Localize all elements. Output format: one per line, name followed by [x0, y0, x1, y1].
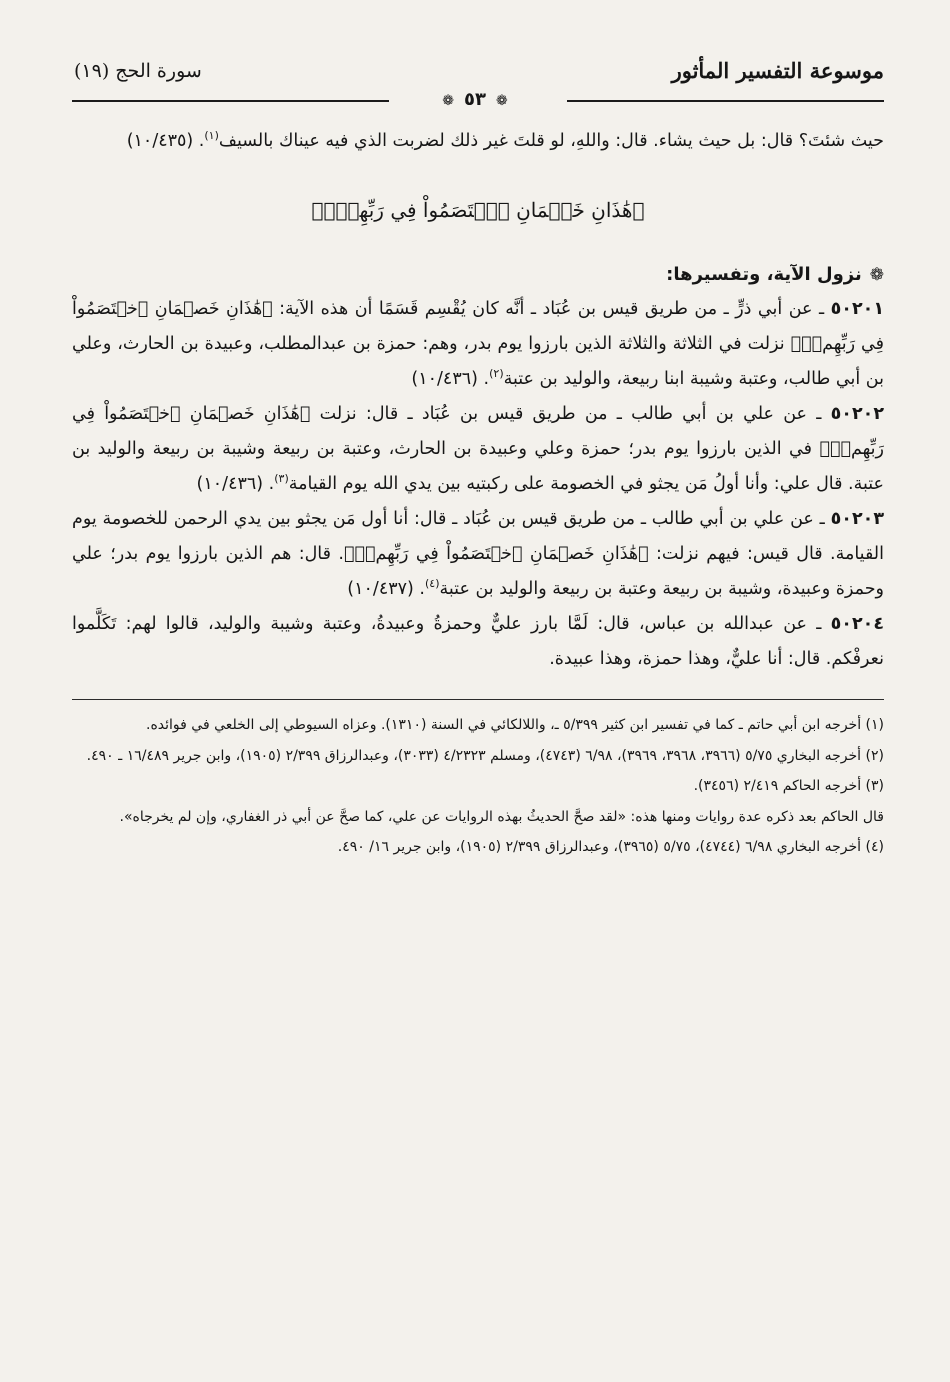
- footnote-separator: [72, 699, 884, 700]
- volume-reference: . (١٠/٤٣٥): [126, 131, 205, 151]
- footnote-marker: (١): [204, 129, 219, 143]
- ornament-icon: ❁: [495, 93, 508, 109]
- hadith-text: ـ عن علي بن أبي طالب ـ من طريق قيس بن عُبَاد ـ قال: نزلت ﴿هَٰذَانِ خَصۡمَانِ ٱخۡتَصَمُواْ فِي رَبِّهِمۡۖ﴾ في الذين بارزوا يوم بدر؛ حمزة وعلي وعبيدة بن الحارث، وعتبة بن ربيعة وشيبة بن ربيعة والوليد بن عتبة. قال علي: وأنا أولُ مَن يجثو في الخصومة على ركبتيه بين يدي الله يوم القيامة: [72, 404, 884, 494]
- footnote-2: (٢) أخرجه البخاري ٥/٧٥ (٣٩٦٦، ٣٩٦٨، ٣٩٦٩)، ٦/٩٨ (٤٧٤٣)، ومسلم ٤/٢٣٢٣ (٣٠٣٣)، وعبدالرزاق ٢/٣٩٩ (١٩٠٥)، وابن جرير ١٦/٤٨٩ ـ ٤٩٠.: [86, 747, 884, 764]
- section-title: [72, 258, 884, 292]
- verse-heading: ﴿هَٰذَانِ خَصۡمَانِ ٱخۡتَصَمُواْ فِي رَبِّهِمۡۖ﴾: [311, 198, 645, 222]
- footnote-4: (٤) أخرجه البخاري ٦/٩٨ (٤٧٤٤)، ٥/٧٥ (٣٩٦٥)، وعبدالرزاق ٢/٣٩٩ (١٩٠٥)، وابن جرير ١٦/ ٤٩٠.: [337, 839, 884, 855]
- footnote-marker: (٣): [274, 472, 289, 486]
- header-rule-right: [567, 100, 884, 102]
- book-page: [72, 54, 884, 865]
- footnotes: [72, 712, 884, 862]
- hadith-number: ٥٠٢٠٤: [830, 614, 884, 634]
- hadith-paragraph: [72, 607, 884, 677]
- hadith-text: ـ عن علي بن أبي طالب ـ من طريق قيس بن عُبَاد ـ قال: أنا أول مَن يجثو بين يدي الرحمن للخصومة يوم القيامة. قال قيس: فيهم نزلت: ﴿هَٰذَانِ خَصۡمَانِ ٱخۡتَصَمُواْ فِي رَبِّهِمۡۖ﴾. قال: هم الذين بارزوا يوم بدر؛ علي وحمزة وعبيدة، وشيبة بن ربيعة وعتبة بن ربيعة والوليد بن عتبة: [72, 509, 884, 599]
- volume-reference: . (١٠/٤٣٦): [196, 474, 275, 494]
- surah-title: سورة الحج (١٩): [74, 60, 202, 82]
- section-title-text: نزول الآية، وتفسيرها:: [666, 264, 862, 285]
- hadith-number: ٥٠٢٠٢: [830, 404, 884, 424]
- footnote-marker: (٢): [489, 367, 504, 381]
- hadith-paragraph: [72, 292, 884, 397]
- volume-reference: . (١٠/٤٣٦): [411, 369, 490, 389]
- hadith-text: ـ عن عبدالله بن عباس، قال: لَمَّا بارز عليٌّ وحمزةُ وعبيدةُ، وعتبة وشيبة والوليد، قالوا لهم: تَكَلَّموا نعرفْكم. قال: أنا عليٌّ، وهذا حمزة، وهذا عبيدة.: [72, 614, 884, 669]
- continuation-text: حيث شئتَ؟ قال: بل حيث يشاء. قال: واللهِ، لو قلتَ غير ذلك لضربت الذي فيه عيناك بالسيف: [218, 131, 884, 151]
- hadith-number: ٥٠٢٠٣: [830, 509, 884, 529]
- page-number: ٥٣: [464, 89, 486, 110]
- main-text: [72, 124, 884, 677]
- footnote-3: (٣) أخرجه الحاكم ٢/٤١٩ (٣٤٥٦).: [693, 778, 884, 794]
- continuation-paragraph: [72, 124, 884, 159]
- hadith-number: ٥٠٢٠١: [830, 299, 884, 319]
- volume-reference: . (١٠/٤٣٧): [347, 579, 425, 599]
- footnote-marker: (٤): [424, 577, 440, 591]
- ornament-icon: ❁: [442, 93, 454, 109]
- page-header: [72, 54, 884, 124]
- flower-icon: ❁: [869, 265, 884, 285]
- hadith-text: ـ عن أبي ذرٍّ ـ من طريق قيس بن عُبَاد ـ أنَّه كان يُقْسِم قَسَمًا أن هذه الآية: ﴿هَٰذَانِ خَصۡمَانِ ٱخۡتَصَمُواْ فِي رَبِّهِمۡۖ﴾ نزلت في الثلاثة والثلاثة الذين بارزوا يوم بدر، وهم: حمزة بن عبدالمطلب، وعبيدة بن الحارث، وعلي بن أبي طالب، وعتبة وشيبة ابنا ربيعة، والوليد بن عتبة: [72, 299, 884, 389]
- book-title: موسوعة التفسير المأثور: [671, 58, 884, 83]
- footnote-3-note: قال الحاكم بعد ذكره عدة روايات ومنها هذه: «لقد صحَّ الحديثُ بهذه الروايات عن علي، كما صحَّ عن أبي ذر الغفاري، وإن لم يخرجاه».: [119, 808, 884, 825]
- page-number-block: [410, 90, 540, 111]
- header-rule-left: [72, 100, 389, 102]
- hadith-paragraph: [72, 397, 884, 502]
- footnote-1: (١) أخرجه ابن أبي حاتم ـ كما في تفسير ابن كثير ٥/٣٩٩ ـ، واللالكائي في السنة (١٣١٠). وعزاه السيوطي إلى الخلعي في فوائده.: [146, 717, 884, 733]
- hadith-paragraph: [72, 502, 884, 607]
